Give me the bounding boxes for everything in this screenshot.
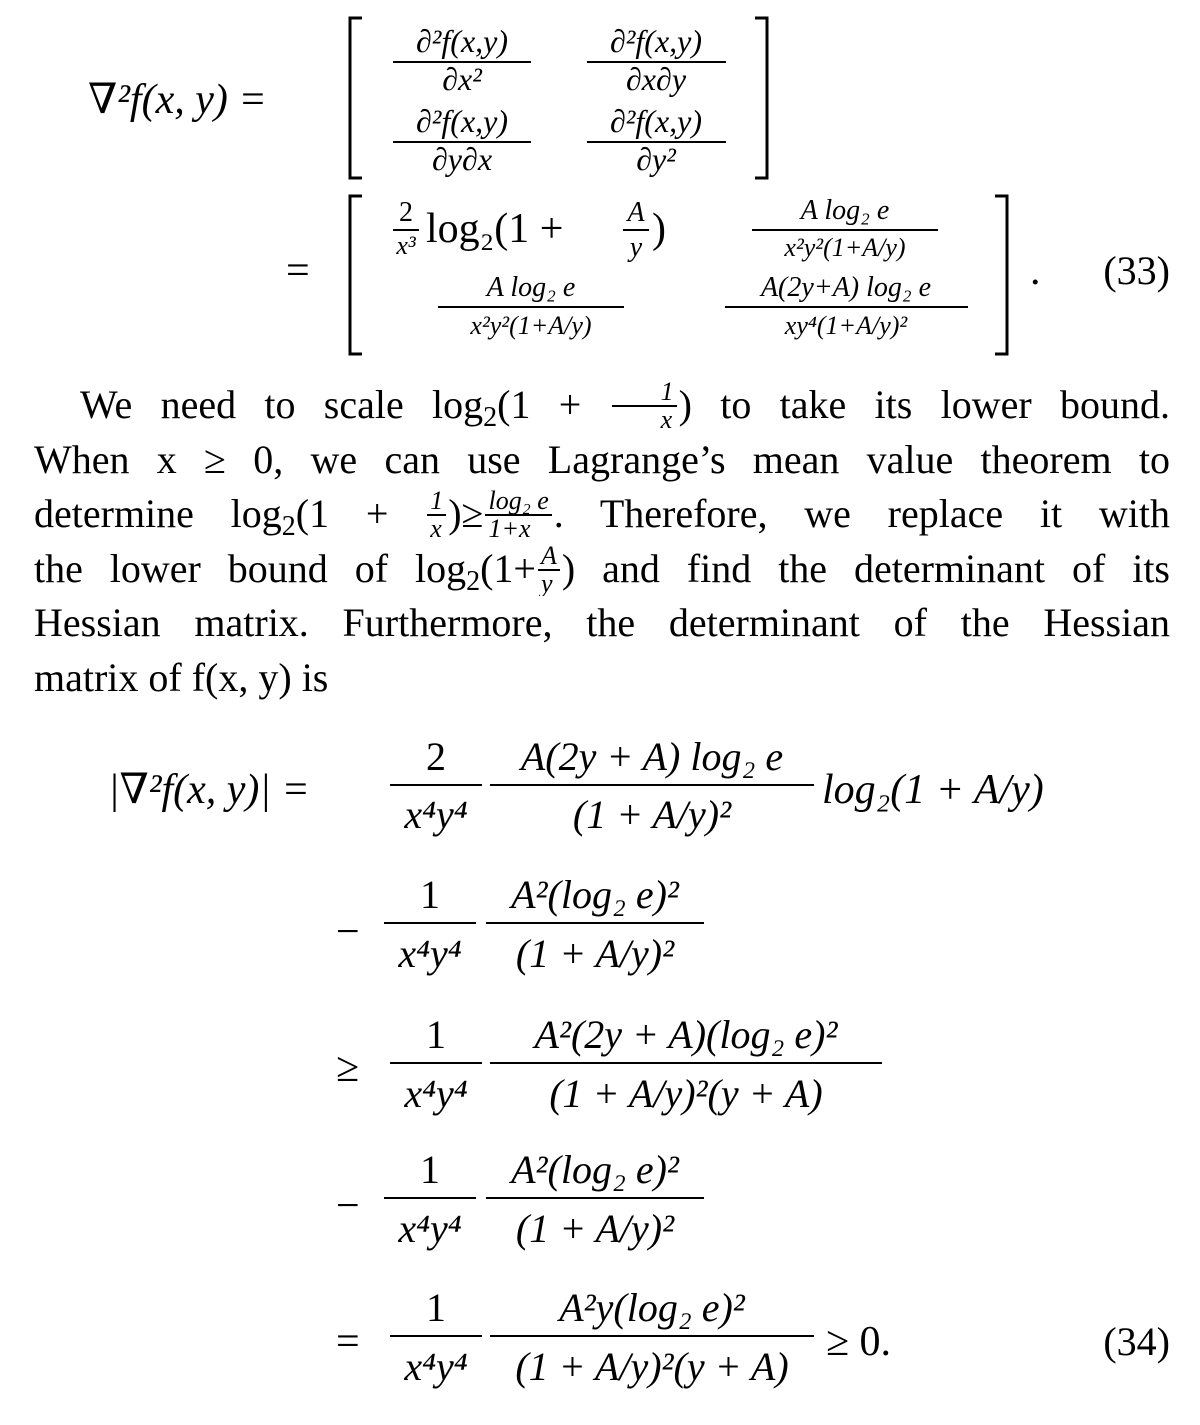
m2-a12-den: x²y²(1+A/y) bbox=[784, 233, 906, 262]
eq34-r2-c-num: 1 bbox=[420, 872, 440, 917]
eq34-r2-sign: − bbox=[336, 909, 360, 955]
eq34-r3-c-den: x⁴y⁴ bbox=[404, 1071, 468, 1116]
paragraph-line-6: matrix of f(x, y) is bbox=[34, 654, 329, 700]
eq34-r2-c-den: x⁴y⁴ bbox=[398, 931, 462, 976]
m1-a22-num: ∂²f(x,y) bbox=[609, 103, 703, 139]
matrix2-left-bracket bbox=[350, 196, 362, 354]
m2-a11-close: ) bbox=[652, 206, 666, 252]
m2-a11-frac-num: A bbox=[627, 197, 645, 228]
eq34-r4-c-num: 1 bbox=[420, 1147, 440, 1192]
matrix2-right-bracket bbox=[995, 196, 1007, 354]
eq34-r3-c-num: 1 bbox=[426, 1012, 446, 1057]
m2-a11-coef-num: 2 bbox=[399, 197, 413, 228]
eq34-r5-c-num: 1 bbox=[426, 1285, 446, 1330]
m2-a22-num: A(2y+A) log₂ e bbox=[760, 272, 932, 303]
eq34-r2-f-num: A²(log₂ e)² bbox=[511, 872, 679, 917]
m1-a11-num: ∂²f(x,y) bbox=[415, 23, 509, 59]
paragraph-line-2: When x ≥ 0, we can use Lagrange’s mean value theorem to bbox=[34, 436, 1170, 482]
m2-a11-log: log₂(1 + bbox=[426, 206, 564, 252]
eq34-r1-tail: log₂(1 + A/y) bbox=[822, 767, 1044, 813]
equation-33 bbox=[0, 0, 1200, 370]
eq34-r1-f-num: A(2y + A) log₂ e bbox=[520, 734, 784, 779]
paragraph-line-5: Hessian matrix. Furthermore, the determinant of the Hessian bbox=[34, 600, 1170, 646]
matrix1-right-bracket bbox=[755, 18, 767, 178]
eq34-r3-f-num: A²(2y + A)(log₂ e)² bbox=[534, 1012, 838, 1057]
equation-34 bbox=[0, 715, 1200, 1415]
eq34-r4-f-den: (1 + A/y)² bbox=[515, 1206, 675, 1251]
paragraph-line-3: determine $\log_2(1$ + $\frac{1}{x}$ )≥ $\frac{\text{log₂ e}}{1+x}$ . Therefore, we replace it with bbox=[34, 487, 1170, 542]
eq34-r3-sign: ≥ bbox=[336, 1045, 360, 1091]
eq34-r1-c-num: 2 bbox=[426, 734, 446, 779]
m1-a11-den: ∂x² bbox=[442, 61, 482, 97]
eq34-r5-f-den: (1 + A/y)²(y + A) bbox=[515, 1344, 789, 1389]
eq33-number: (33) bbox=[1103, 248, 1170, 293]
eq34-r3-f-den: (1 + A/y)²(y + A) bbox=[549, 1071, 823, 1116]
eq34-r1-c-den: x⁴y⁴ bbox=[404, 792, 468, 837]
eq34-lhs: |∇²f(x, y)| = bbox=[108, 767, 310, 813]
eq34-r1-f-den: (1 + A/y)² bbox=[572, 792, 732, 837]
eq34-r5-f-num: A²y(log₂ e)² bbox=[559, 1285, 745, 1330]
eq34-r2-f-den: (1 + A/y)² bbox=[515, 931, 675, 976]
eq34-r5-tail: ≥ 0. bbox=[826, 1319, 892, 1365]
matrix1-left-bracket bbox=[350, 18, 362, 178]
body-paragraph bbox=[34, 378, 1170, 706]
m2-a11-coef-den: x³ bbox=[396, 231, 416, 260]
paragraph-line-4: the lower bound of $\log_2(1+$ $\frac{A}{y}$ ) and find the determinant of its bbox=[34, 541, 1170, 597]
m2-a12-num: A log₂ e bbox=[800, 195, 890, 226]
eq34-r4-f-num: A²(log₂ e)² bbox=[511, 1147, 679, 1192]
paragraph-line-1: We need to scale $\log_2(1$ + $\frac{1}{x}$ ) to take its lower bound. bbox=[80, 378, 1170, 433]
m2-a21-den: x²y²(1+A/y) bbox=[470, 311, 592, 340]
m1-a21-num: ∂²f(x,y) bbox=[415, 103, 509, 139]
m2-a22-den: xy⁴(1+A/y)² bbox=[784, 311, 908, 340]
eq34-r5-sign: = bbox=[336, 1319, 360, 1365]
eq33-lhs: ∇²f(x, y) = bbox=[88, 77, 267, 123]
m2-a21-num: A log₂ e bbox=[486, 272, 576, 303]
eq34-r4-c-den: x⁴y⁴ bbox=[398, 1206, 462, 1251]
eq34-number: (34) bbox=[1103, 1319, 1170, 1364]
m1-a22-den: ∂y² bbox=[636, 141, 676, 177]
m2-a11-frac-den: y bbox=[629, 232, 643, 263]
eq33-period: . bbox=[1030, 248, 1041, 294]
eq33-equals: = bbox=[286, 248, 310, 294]
m1-a12-num: ∂²f(x,y) bbox=[609, 23, 703, 59]
eq34-r4-sign: − bbox=[336, 1183, 360, 1229]
eq34-r5-c-den: x⁴y⁴ bbox=[404, 1344, 468, 1389]
m1-a21-den: ∂y∂x bbox=[431, 141, 493, 177]
m1-a12-den: ∂x∂y bbox=[625, 61, 687, 97]
